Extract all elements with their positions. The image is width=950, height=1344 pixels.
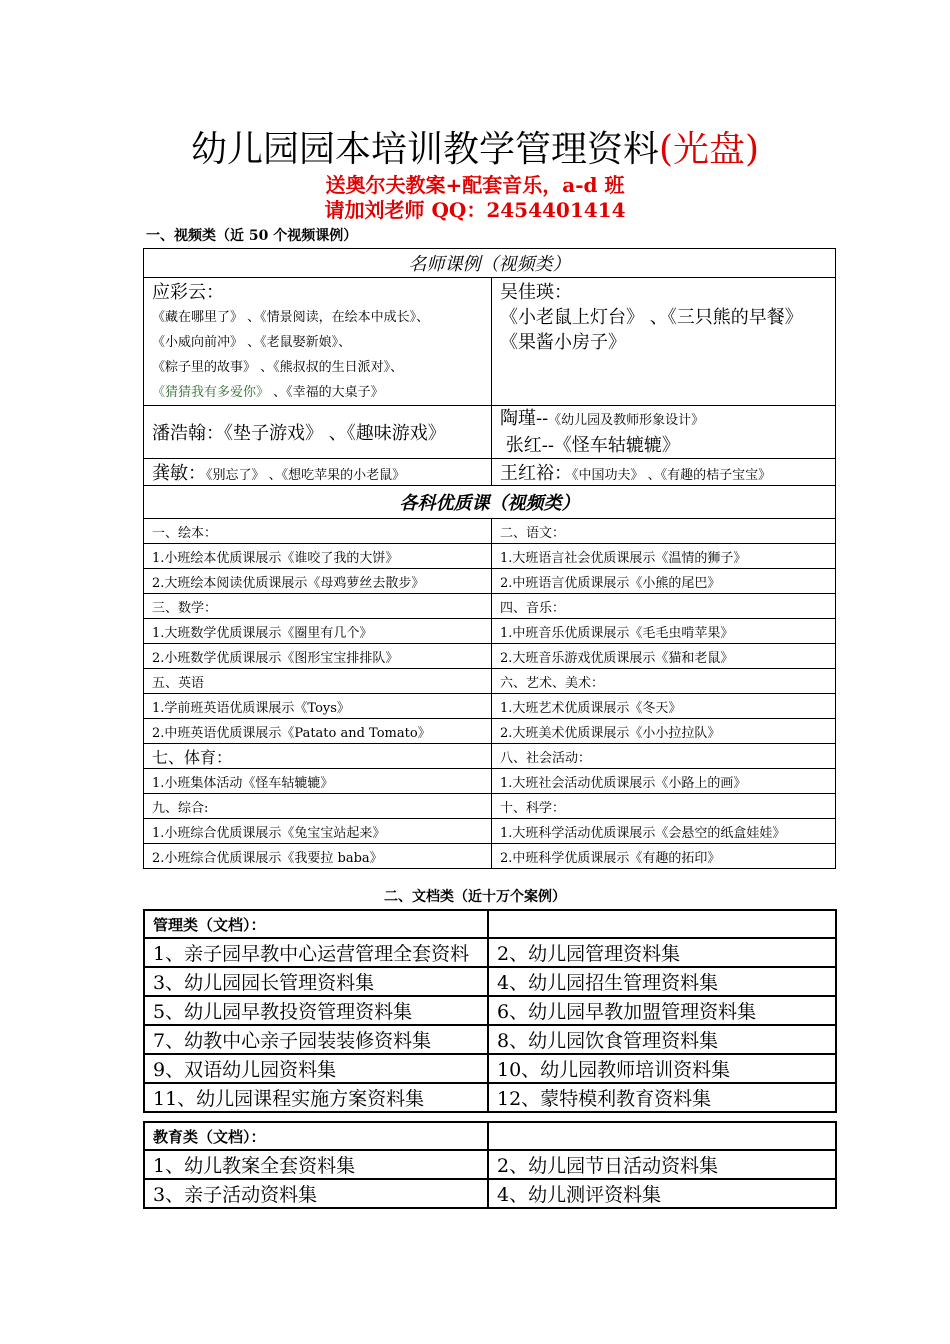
teacher-ying-name: 应彩云： <box>152 282 224 303</box>
quality-cell: 1.小班绘本优质课展示《谁咬了我的大饼》 <box>144 544 492 569</box>
management-item: 9、双语幼儿园资料集 <box>144 1054 488 1083</box>
quality-cell: 二、语文： <box>492 519 836 544</box>
management-item: 2、幼儿园管理资料集 <box>488 938 836 967</box>
quality-cell: 1.大班艺术优质课展示《冬天》 <box>492 694 836 719</box>
quality-cell: 十、科学： <box>492 794 836 819</box>
quality-cell: 2.中班科学优质课展示《有趣的拓印》 <box>492 844 836 869</box>
section-video-heading: 一、视频类（近 50 个视频课例） <box>146 228 358 244</box>
teacher-ying-line4-rest: 、《幸福的大桌子》 <box>269 385 384 400</box>
teacher-ying-line1: 《藏在哪里了》 、《情景阅读，在绘本中成长》、 <box>152 310 430 325</box>
teacher-gong-cell <box>144 459 492 486</box>
management-table <box>143 909 837 1113</box>
teacher-ying-cell <box>144 278 492 406</box>
teacher-wang-cell <box>492 459 836 486</box>
quality-cell: 1.小班综合优质课展示《兔宝宝站起来》 <box>144 819 492 844</box>
teacher-tao-zhang-cell <box>492 406 836 459</box>
section-doc-heading: 二、文档类（近十万个案例） <box>384 889 566 905</box>
famous-header: 名师课例（视频类） <box>144 249 836 278</box>
quality-cell: 1.小班集体活动《怪车轱辘辘》 <box>144 769 492 794</box>
quality-cell: 1.大班语言社会优质课展示《温情的狮子》 <box>492 544 836 569</box>
quality-cell: 一、绘本： <box>144 519 492 544</box>
quality-cell: 六、艺术、美术： <box>492 669 836 694</box>
teacher-zhang-name: 张红-- <box>505 435 554 456</box>
quality-cell: 2.大班美术优质课展示《小小拉拉队》 <box>492 719 836 744</box>
education-item: 4、幼儿测评资料集 <box>488 1179 836 1208</box>
education-table <box>143 1121 837 1209</box>
management-item: 10、幼儿园教师培训资料集 <box>488 1054 836 1083</box>
teacher-ying-line3: 《粽子里的故事》 、《熊叔叔的生日派对》、 <box>152 360 404 375</box>
teacher-wu-line1: 《小老鼠上灯台》 、《三只熊的早餐》 <box>500 307 803 328</box>
teacher-ying-line2: 《小威向前冲》 、《老鼠娶新娘》、 <box>152 335 352 350</box>
teacher-wu-cell <box>492 278 836 406</box>
management-header: 管理类（文档）： <box>144 910 488 938</box>
quality-cell: 2.小班综合优质课展示《我要拉 baba》 <box>144 844 492 869</box>
quality-cell: 2.大班音乐游戏优质课展示《猫和老鼠》 <box>492 644 836 669</box>
quality-cell: 九、综合: <box>144 794 492 819</box>
quality-cell: 2.小班数学优质课展示《图形宝宝排排队》 <box>144 644 492 669</box>
education-header: 教育类（文档）： <box>144 1122 488 1150</box>
teacher-tao-name: 陶瑾-- <box>500 408 549 429</box>
quality-cell: 1.大班科学活动优质课展示《会悬空的纸盒娃娃》 <box>492 819 836 844</box>
quality-cell: 1.学前班英语优质课展示《Toys》 <box>144 694 492 719</box>
management-item: 12、蒙特模利教育资料集 <box>488 1083 836 1112</box>
quality-cell: 五、英语 <box>144 669 492 694</box>
quality-cell: 八、社会活动： <box>492 744 836 769</box>
teacher-wu-line2: 《果酱小房子》 <box>500 332 626 353</box>
quality-cell: 2.中班语言优质课展示《小熊的尾巴》 <box>492 569 836 594</box>
teacher-zhang-works: 《怪车轱辘辘》 <box>553 435 680 456</box>
teacher-pan-cell <box>144 406 492 459</box>
management-item: 8、幼儿园饮食管理资料集 <box>488 1025 836 1054</box>
quality-header: 各科优质课（视频类） <box>144 486 836 519</box>
management-item: 5、幼儿园早教投资管理资料集 <box>144 996 488 1025</box>
management-item: 1、亲子园早教中心运营管理全套资料 <box>144 938 488 967</box>
education-header-empty <box>488 1122 836 1150</box>
management-item: 3、幼儿园园长管理资料集 <box>144 967 488 996</box>
quality-cell: 1.大班数学优质课展示《圈里有几个》 <box>144 619 492 644</box>
quality-cell: 七、体育： <box>144 744 492 769</box>
teacher-wang-works: 《中国功夫》 、《有趣的桔子宝宝》 <box>572 468 772 483</box>
quality-cell: 三、数学： <box>144 594 492 619</box>
teacher-pan-works: 《垫子游戏》 、《趣味游戏》 <box>224 423 446 444</box>
quality-cell: 2.大班绘本阅读优质课展示《母鸡萝丝去散步》 <box>144 569 492 594</box>
teacher-gong-name: 龚敏： <box>152 463 206 484</box>
management-item: 11、幼儿园课程实施方案资料集 <box>144 1083 488 1112</box>
quality-cell: 1.中班音乐优质课展示《毛毛虫啃苹果》 <box>492 619 836 644</box>
teacher-gong-works: 《别忘了》 、《想吃苹果的小老鼠》 <box>206 468 406 483</box>
management-item: 6、幼儿园早教加盟管理资料集 <box>488 996 836 1025</box>
subtitle-line2: 请加刘老师 QQ：2454401414 <box>324 198 626 222</box>
teacher-ying-line4-green: 《猜猜我有多爱你》 <box>152 385 270 400</box>
management-item: 7、幼教中心亲子园装装修资料集 <box>144 1025 488 1054</box>
education-item: 2、幼儿园节日活动资料集 <box>488 1150 836 1179</box>
education-item: 3、亲子活动资料集 <box>144 1179 488 1208</box>
management-item: 4、幼儿园招生管理资料集 <box>488 967 836 996</box>
teacher-pan-name: 潘浩翰： <box>152 423 224 444</box>
quality-cell: 1.大班社会活动优质课展示《小路上的画》 <box>492 769 836 794</box>
teacher-wang-name: 王红裕： <box>500 463 572 484</box>
teacher-tao-works: 《幼儿园及教师形象设计》 <box>548 413 705 428</box>
title-paren: (光盘) <box>658 129 760 170</box>
page-title: 幼儿园园本培训教学管理资料(光盘) <box>190 129 760 170</box>
video-table <box>143 248 836 869</box>
quality-cell: 四、音乐： <box>492 594 836 619</box>
education-item: 1、幼儿教案全套资料集 <box>144 1150 488 1179</box>
teacher-wu-name: 吴佳瑛： <box>500 282 572 303</box>
management-header-empty <box>488 910 836 938</box>
subtitle-line1: 送奥尔夫教案+配套音乐，a-d 班 <box>325 173 625 197</box>
quality-cell: 2.中班英语优质课展示《Patato and Tomato》 <box>144 719 492 744</box>
